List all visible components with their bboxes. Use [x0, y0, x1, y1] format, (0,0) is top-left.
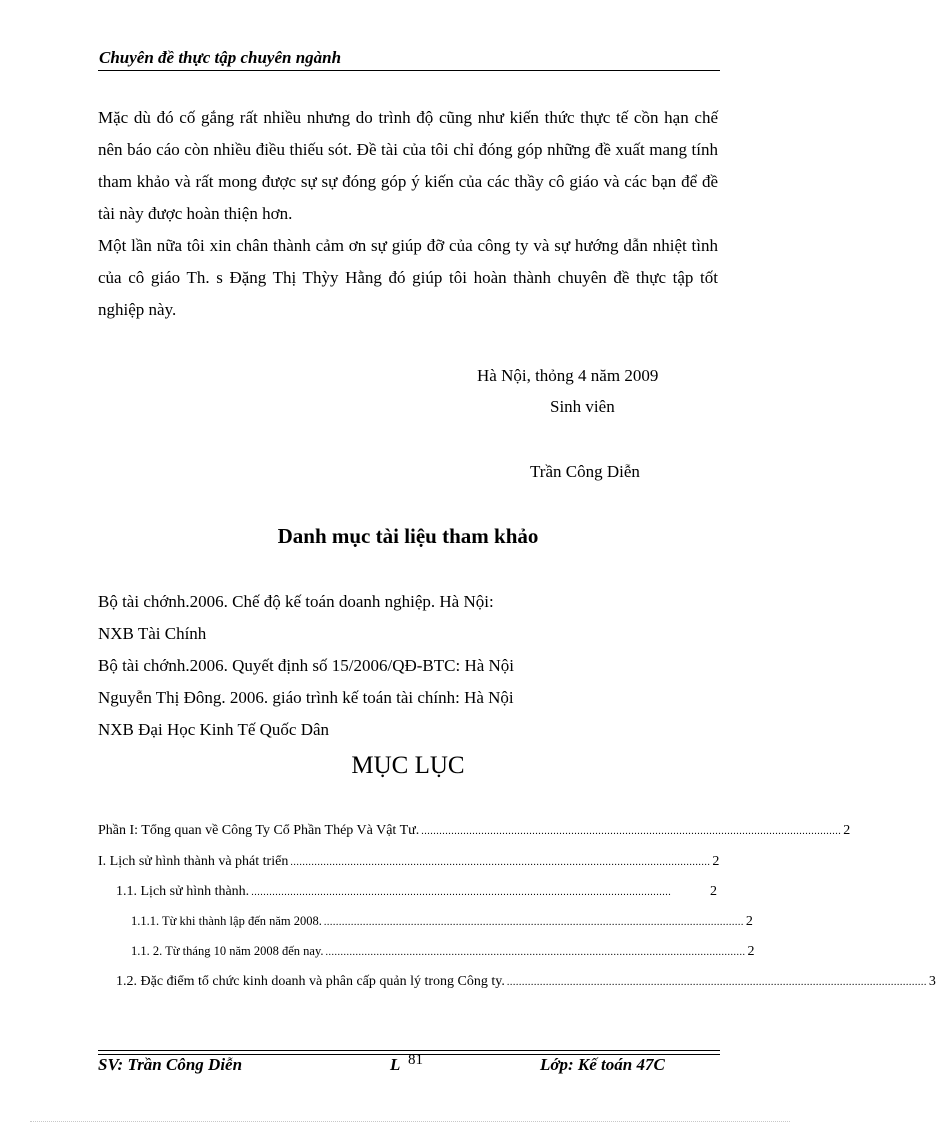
toc-entry[interactable]: [131, 914, 753, 930]
toc-entry-page: 3: [928, 974, 936, 989]
toc-entry[interactable]: [98, 823, 851, 839]
page-number: 81: [408, 1052, 423, 1068]
toc-entry[interactable]: [116, 884, 717, 900]
toc-leader: ............................................................................................................................................: [290, 857, 711, 868]
toc-title: MỤC LỤC: [351, 752, 465, 779]
toc-leader: ............................................................................................................................................: [506, 977, 927, 988]
signature-place-date: Hà Nội, thỏng 4 năm 2009: [477, 366, 659, 385]
toc-leader: ............................................................................................................................................: [251, 887, 672, 898]
toc-entry-page: 2: [712, 854, 720, 869]
toc-entry-text: Phần I: Tổng quan về Công Ty Cổ Phần Thép Và Vật Tư.: [98, 823, 420, 838]
toc-entry-text: I. Lịch sử hình thành và phát triển: [98, 854, 289, 869]
toc-entry-page: 2: [710, 884, 717, 899]
footer-rule: [98, 1050, 720, 1051]
footer-student: SV: Trần Công Diễn: [98, 1055, 243, 1074]
reference-line: Bộ tài chớnh.2006. Chế độ kế toán doanh nghiệp. Hà Nội:: [98, 592, 494, 611]
toc-leader: ............................................................................................................................................: [325, 947, 746, 958]
reference-line: NXB Tài Chính: [98, 624, 207, 643]
footer-class: Lớp: Kế toán 47C: [540, 1055, 665, 1074]
reference-line: Nguyễn Thị Đông. 2006. giáo trình kế toán tài chính: Hà Nội: [98, 688, 514, 707]
page-edge: [30, 1121, 790, 1122]
toc-entry[interactable]: [98, 854, 720, 870]
footer-mark: L: [390, 1055, 401, 1074]
body-paragraph-1: Mặc dù đó cố gắng rất nhiều nhưng do trình độ cũng như kiến thức thực tế cồn hạn chế nên báo cáo còn nhiều điều thiếu sót. Đề tài của tôi chỉ đóng góp những đề xuất mang tính tham khảo và rất mong được sự sự đóng góp ý kiến của các thầy cô giáo và các bạn để đề tài này được hoàn thiện hơn.: [98, 108, 718, 223]
signature-name: Trần Công Diễn: [530, 462, 640, 481]
toc-entry-text: 1.1. 2. Từ tháng 10 năm 2008 đến nay.: [131, 944, 324, 958]
header-title: Chuyên đề thực tập chuyên ngành: [99, 48, 342, 67]
toc-leader: ............................................................................................................................................: [421, 826, 842, 837]
toc-entry[interactable]: [131, 944, 755, 960]
toc-entry-text: 1.1.1. Từ khi thành lập đến năm 2008.: [131, 914, 322, 928]
reference-line: NXB Đại Học Kinh Tế Quốc Dân: [98, 720, 330, 739]
reference-line: Bộ tài chớnh.2006. Quyết định số 15/2006/QĐ-BTC: Hà Nội: [98, 656, 515, 675]
toc-entry-text: 1.2. Đặc điểm tổ chức kinh doanh và phân cấp quản lý trong Công ty.: [116, 974, 505, 989]
signature-role: Sinh viên: [550, 397, 615, 416]
references-title: Danh mục tài liệu tham khảo: [277, 524, 539, 548]
toc-entry-page: 2: [747, 944, 755, 959]
body-paragraph-2: Một lần nữa tôi xin chân thành cảm ơn sự giúp đỡ của công ty và sự hướng dẫn nhiệt tình của cô giáo Th. s Đặng Thị Thỳy Hằng đó giúp tôi hoàn thành chuyên đề thực tập tốt nghiệp này.: [98, 236, 718, 319]
toc-entry-text: 1.1. Lịch sử hình thành.: [116, 884, 250, 899]
toc-entry-page: 2: [843, 823, 851, 838]
toc-entry[interactable]: [116, 974, 936, 990]
header-rule: [98, 70, 720, 71]
toc-leader: ............................................................................................................................................: [323, 917, 744, 928]
toc-entry-page: 2: [745, 914, 753, 929]
